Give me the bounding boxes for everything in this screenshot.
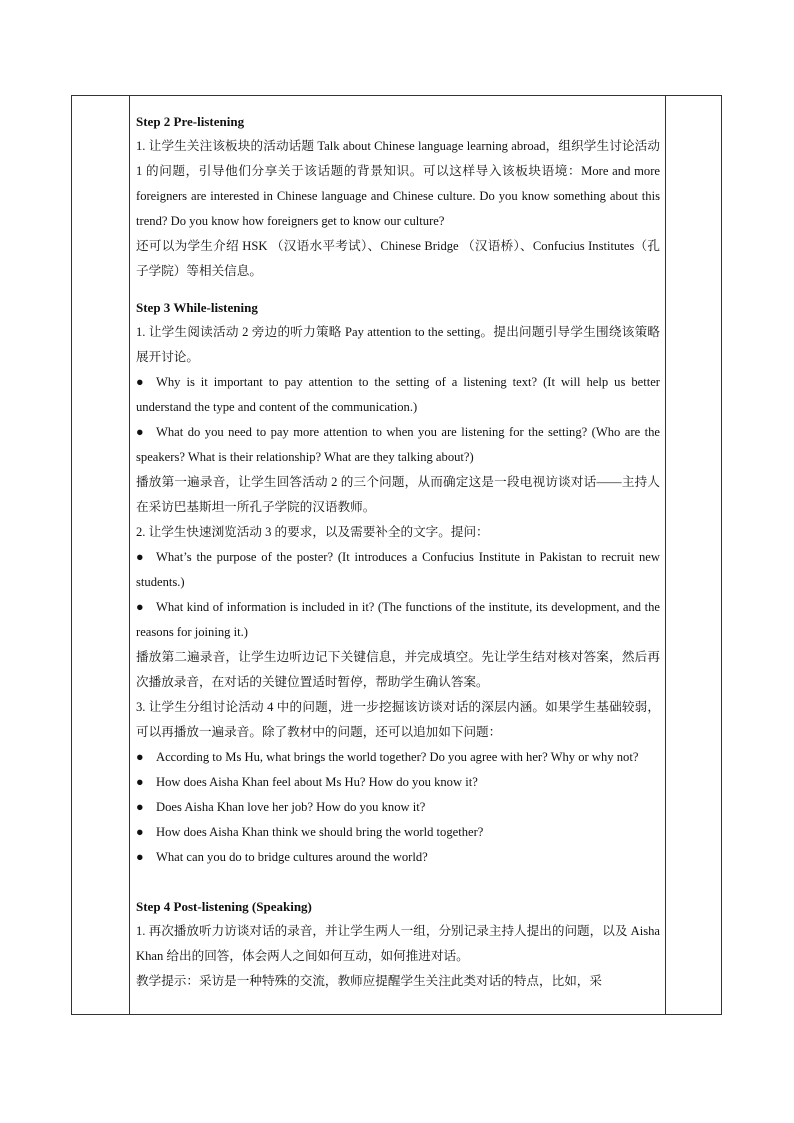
bullet-item: ● How does Aisha Khan feel about Ms Hu? How do you know it? — [136, 770, 660, 795]
step3-paragraph-4: 播放第二遍录音，让学生边听边记下关键信息，并完成填空。先让学生结对核对答案，然后再次播放录音，在对话的关键位置适时暂停，帮助学生确认答案。 — [136, 650, 660, 689]
bullet-icon: ● — [136, 375, 144, 389]
step2-paragraph-2: 还可以为学生介绍 HSK （汉语水平考试）、Chinese Bridge （汉语桥）、Confucius Institutes（孔子学院）等相关信息。 — [136, 239, 660, 278]
step4-heading: Step 4 Post-listening (Speaking) — [136, 899, 312, 914]
column-divider-right — [665, 96, 666, 1014]
bullet-item: ● Does Aisha Khan love her job? How do you know it? — [136, 795, 660, 820]
step3-paragraph-3: 2. 让学生快速浏览活动 3 的要求，以及需要补全的文字。提问： — [136, 525, 489, 539]
bullet-icon: ● — [136, 600, 144, 614]
bullet-item: ● How does Aisha Khan think we should bring the world together? — [136, 820, 660, 845]
bullet-icon: ● — [136, 850, 144, 864]
bullet-icon: ● — [136, 775, 144, 789]
column-divider-left — [129, 96, 130, 1014]
bullet-icon: ● — [136, 425, 144, 439]
lesson-content — [136, 109, 660, 994]
step3-heading: Step 3 While-listening — [136, 300, 258, 315]
step3-paragraph-1: 1. 让学生阅读活动 2 旁边的听力策略 Pay attention to the setting。提出问题引导学生围绕该策略展开讨论。 — [136, 325, 660, 364]
bullet-icon: ● — [136, 750, 144, 764]
step4-paragraph-2: 教学提示：采访是一种特殊的交流，教师应提醒学生关注此类对话的特点，比如，采 — [136, 974, 602, 988]
bullet-item: ● What kind of information is included in it? (The functions of the institute, its development, and the reasons for joining it.) — [136, 595, 660, 645]
bullet-item: ● What do you need to pay more attention to when you are listening for the setting? (Who are the speakers? What is their relationship? What are they talking about?) — [136, 420, 660, 470]
bullet-icon: ● — [136, 825, 144, 839]
step2-heading: Step 2 Pre-listening — [136, 114, 245, 129]
step2-paragraph-1: 1. 让学生关注该板块的活动话题 Talk about Chinese language learning abroad，组织学生讨论活动 1 的问题，引导他们分享关于该话题的背景知识。可以这样导入该板块语境：More and more foreigners are interested in Chinese language and Chinese culture. Do you know something about this trend? Do you know how foreigners get to know our culture? — [136, 139, 660, 228]
bullet-item: ● What can you do to bridge cultures around the world? — [136, 845, 660, 870]
bullet-item: ● According to Ms Hu, what brings the world together? Do you agree with her? Why or why not? — [136, 745, 660, 770]
step3-paragraph-5: 3. 让学生分组讨论活动 4 中的问题，进一步挖掘该访谈对话的深层内涵。如果学生基础较弱，可以再播放一遍录音。除了教材中的问题，还可以追加如下问题： — [136, 700, 660, 739]
step4-paragraph-1: 1. 再次播放听力访谈对话的录音，并让学生两人一组，分别记录主持人提出的问题，以及 Aisha Khan 给出的回答，体会两人之间如何互动，如何推进对话。 — [136, 924, 660, 963]
bullet-icon: ● — [136, 800, 144, 814]
step3-paragraph-2: 播放第一遍录音，让学生回答活动 2 的三个问题，从而确定这是一段电视访谈对话——主持人在采访巴基斯坦一所孔子学院的汉语教师。 — [136, 475, 660, 514]
bullet-item: ● Why is it important to pay attention to the setting of a listening text? (It will help us better understand the type and content of the communication.) — [136, 370, 660, 420]
bullet-item: ● What’s the purpose of the poster? (It introduces a Confucius Institute in Pakistan to recruit new students.) — [136, 545, 660, 595]
bullet-icon: ● — [136, 550, 144, 564]
